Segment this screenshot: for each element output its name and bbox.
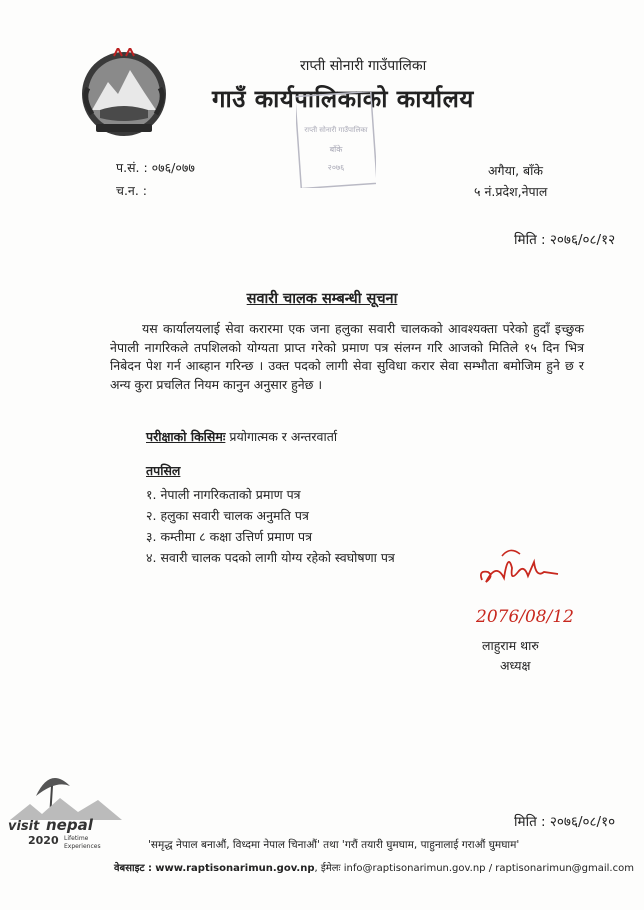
email-link-1[interactable]: info@raptisonarimun.gov.np xyxy=(343,863,486,874)
dispatch-number xyxy=(116,179,195,202)
org-title: गाउँ कार्यपालिकाको कार्यालय xyxy=(212,85,474,113)
website-label: वेबसाइट : xyxy=(114,863,153,874)
dispatch-label: च.न. : xyxy=(116,183,148,198)
notice-title xyxy=(0,288,644,308)
email-separator: / xyxy=(485,863,496,874)
email-label: , ईमेलः xyxy=(314,863,341,874)
exam-type xyxy=(146,428,337,445)
svg-text:Experiences: Experiences xyxy=(64,843,101,850)
svg-text:nepal: nepal xyxy=(46,816,93,834)
exam-value: प्रयोगात्मक र अन्तरवार्ता xyxy=(225,429,338,444)
footer-slogan: 'समृद्ध नेपाल बनाऔं, विध्दमा नेपाल चिनाऔं' तथा 'गरौं तयारी घुमघाम, पाहुनालाई गराऔं घुमघाम' xyxy=(148,839,520,851)
signatory xyxy=(482,636,539,676)
reference-block xyxy=(116,156,195,202)
notice-body: यस कार्यालयलाई सेवा करारमा एक जना हलुका सवारी चालकको आवश्यक्ता परेको हुदाँ इच्छुक नेपाली नागरिकले तपशिलको योग्यता प्राप्त गरेको प्रमाण पत्र संलग्न गरि आजको मितिले १५ दिन भित्र निबेदन पेश गर्न आब्हान गरिन्छ । उक्त पदको लागी सेवा सुविधा करार सेवा सम्भौता बमोजिम हुने छ र अन्य कुरा प्रचलित नियम कानुन अनुसार हुनेछ । xyxy=(110,321,584,392)
list-item: ४. सवारी चालक पदको लागी योग्य रहेको स्वघोषणा पत्र xyxy=(146,550,395,565)
office-address xyxy=(474,160,547,202)
handwritten-signature xyxy=(474,542,584,632)
footer-contact xyxy=(114,860,634,874)
list-item: ३. कम्तीमा ८ कक्षा उत्तिर्ण प्रमाण पत्र xyxy=(146,529,312,544)
website-link[interactable]: www.raptisonarimun.gov.np xyxy=(155,863,315,874)
visit-nepal-2020-logo xyxy=(6,756,126,852)
issue-date: मिति : २०७६/०८/१२ xyxy=(514,232,616,248)
requirements-list xyxy=(146,484,395,568)
nepal-emblem-icon xyxy=(78,48,170,140)
notice-title-text: सवारी चालक सम्बन्धी सूचना xyxy=(246,291,398,307)
signer-name: लाहुराम थारु xyxy=(482,638,539,653)
stamp-line-2: बाँके xyxy=(329,145,343,154)
office-stamp xyxy=(296,92,376,188)
svg-text:visit: visit xyxy=(8,819,40,834)
email-link-2[interactable]: raptisonarimun@gmail.com xyxy=(495,863,634,874)
signer-role: अध्यक्ष xyxy=(500,658,531,673)
org-subtitle: राप्ती सोनारी गाउँपालिका xyxy=(300,58,427,74)
exam-label: परीक्षाको किसिमः xyxy=(146,429,226,444)
signature-date: 2076/08/12 xyxy=(476,607,574,627)
svg-text:2020: 2020 xyxy=(28,834,59,847)
ref-value: ०७६/०७७ xyxy=(151,160,195,175)
ref-label: प.सं. : xyxy=(116,160,148,175)
list-item: २. हलुका सवारी चालक अनुमति पत्र xyxy=(146,508,309,523)
ref-number xyxy=(116,156,195,179)
stamp-line-1: राप्ती सोनारी गाउँपालिका xyxy=(304,126,368,134)
address-line-2: ५ नं.प्रदेश,नेपाल xyxy=(474,184,548,199)
svg-text:Lifetime: Lifetime xyxy=(64,835,89,842)
details-heading: तपसिल xyxy=(146,463,181,478)
footer-date: मिति : २०७६/०८/१० xyxy=(514,814,616,830)
stamp-line-3: २०७६ xyxy=(327,163,345,172)
address-line-1: अगैया, बाँके xyxy=(488,163,543,178)
list-item: १. नेपाली नागरिकताको प्रमाण पत्र xyxy=(146,487,301,502)
